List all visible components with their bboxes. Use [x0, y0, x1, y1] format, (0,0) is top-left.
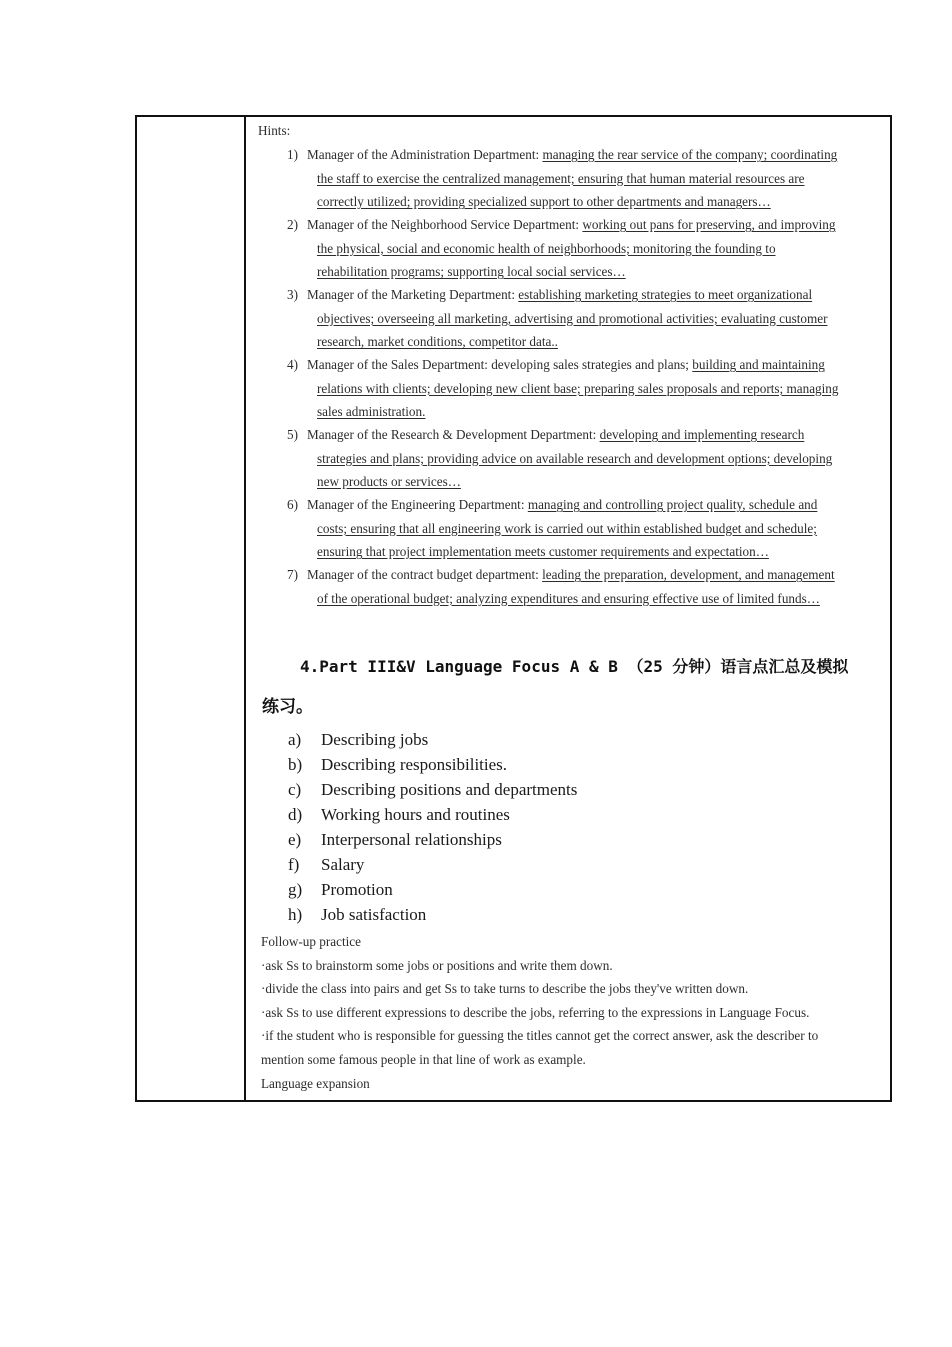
hint-line: [287, 307, 947, 331]
hint-number: 1): [287, 147, 298, 162]
hint-item: [287, 423, 947, 494]
followup-title: Follow-up practice: [261, 934, 361, 949]
focus-item-letter: d): [288, 805, 303, 824]
followup-line: mention some famous people in that line of work as example.: [261, 1052, 586, 1067]
hints-title: Hints:: [258, 123, 291, 138]
focus-item: [288, 755, 507, 775]
hint-number: 4): [287, 357, 298, 372]
hint-text: Manager of the Neighborhood Service Department:: [307, 217, 583, 232]
part4-heading: 4.Part III&V Language Focus A & B （25 分钟）语言点汇总及模拟: [300, 657, 849, 676]
focus-item-text: Interpersonal relationships: [321, 830, 502, 849]
followup-line: ·divide the class into pairs and get Ss to take turns to describe the jobs they've written down.: [261, 981, 749, 997]
focus-item: [288, 780, 577, 800]
hint-line: [287, 517, 947, 541]
hint-line: [287, 213, 947, 237]
hint-number: 7): [287, 567, 298, 582]
hint-text: Manager of the Engineering Department:: [307, 497, 528, 512]
hint-line: [287, 353, 947, 377]
part4-heading-continued: 练习。: [262, 697, 313, 717]
hint-item: [287, 353, 947, 424]
hint-underlined-text: managing the rear service of the company; coordinating: [542, 147, 838, 162]
language-expansion-title: Language expansion: [261, 1075, 370, 1091]
followup-line: ·if the student who is responsible for guessing the titles cannot get the correct answer, ask the describer to: [261, 1028, 819, 1044]
hint-underlined-text: costs; ensuring that all engineering work is carried out within established budget and schedule;: [317, 520, 817, 536]
focus-item-letter: e): [288, 830, 302, 849]
focus-item-text: Job satisfaction: [321, 905, 427, 924]
hint-line: [287, 167, 947, 191]
hint-item: [287, 563, 947, 610]
hint-text: Manager of the Sales Department: developing sales strategies and plans;: [307, 357, 693, 372]
followup-line: ·ask Ss to brainstorm some jobs or positions and write them down.: [261, 957, 613, 973]
hint-item: [287, 213, 947, 284]
hint-line: [287, 447, 947, 471]
hint-underlined-text: sales administration.: [317, 404, 426, 419]
hint-line: [287, 190, 947, 214]
hint-item: [287, 493, 947, 564]
focus-item-letter: h): [288, 905, 303, 924]
focus-item-letter: c): [288, 780, 302, 799]
hint-line: [287, 283, 947, 307]
hint-item: [287, 143, 947, 214]
hint-line: [287, 330, 947, 354]
hint-line: [287, 540, 947, 564]
hint-underlined-text: leading the preparation, development, and management: [542, 567, 835, 582]
focus-item: [288, 880, 393, 900]
hint-underlined-text: building and maintaining: [692, 357, 825, 372]
hint-line: [287, 377, 947, 401]
hint-underlined-text: managing and controlling project quality, schedule and: [527, 497, 818, 512]
hint-underlined-text: objectives; overseeing all marketing, advertising and promotional activities; evaluating customer: [317, 310, 828, 326]
hint-underlined-text: research, market conditions, competitor data..: [317, 334, 558, 349]
hint-number: 5): [287, 427, 298, 442]
hint-text: Manager of the contract budget department:: [307, 567, 543, 582]
hint-item: [287, 283, 947, 354]
focus-item-letter: f): [288, 855, 300, 874]
hint-number: 3): [287, 287, 298, 302]
hint-underlined-text: of the operational budget; analyzing expenditures and ensuring effective use of limited funds…: [317, 590, 820, 606]
focus-item-text: Describing positions and departments: [321, 780, 578, 799]
hint-line: [287, 237, 947, 261]
focus-item-text: Salary: [321, 855, 365, 874]
hint-line: [287, 470, 947, 494]
focus-item-letter: b): [288, 755, 303, 774]
hint-underlined-text: rehabilitation programs; supporting local social services…: [317, 264, 626, 279]
hint-line: [287, 563, 947, 587]
hint-number: 2): [287, 217, 298, 232]
followup-block: [250, 930, 952, 1095]
focus-item-text: Promotion: [321, 880, 393, 899]
hint-underlined-text: relations with clients; developing new client base; preparing sales proposals and reports; managing: [317, 380, 839, 396]
hint-line: [287, 423, 947, 447]
hint-line: [287, 260, 947, 284]
focus-item-text: Describing jobs: [321, 730, 429, 749]
hint-underlined-text: establishing marketing strategies to meet organizational: [518, 287, 813, 302]
focus-item-letter: a): [288, 730, 302, 749]
table-column-divider: [244, 115, 246, 1102]
hint-text: Manager of the Research & Development Department:: [307, 427, 600, 442]
hint-line: [287, 400, 947, 424]
focus-item-text: Working hours and routines: [321, 805, 510, 824]
hint-underlined-text: ensuring that project implementation meets customer requirements and expectation…: [317, 544, 769, 559]
hint-underlined-text: the physical, social and economic health of neighborhoods; monitoring the founding to: [317, 240, 776, 256]
hint-underlined-text: the staff to exercise the centralized management; ensuring that human material resources are: [317, 170, 805, 186]
hint-text: Manager of the Administration Department:: [307, 147, 543, 162]
hint-underlined-text: strategies and plans; providing advice on available research and development options; developing: [317, 450, 833, 466]
focus-item-letter: g): [288, 880, 303, 899]
hint-underlined-text: developing and implementing research: [599, 427, 805, 442]
hint-underlined-text: working out pans for preserving, and improving: [582, 217, 836, 232]
hints-block: [250, 117, 950, 612]
focus-item: [288, 805, 510, 825]
hint-line: [287, 493, 947, 517]
hint-underlined-text: correctly utilized; providing specialized support to other departments and managers…: [317, 194, 771, 209]
hint-line: [287, 587, 947, 611]
focus-item: [288, 905, 426, 925]
focus-item: [288, 855, 364, 875]
focus-item: [288, 830, 502, 850]
hint-text: Manager of the Marketing Department:: [307, 287, 519, 302]
focus-item-text: Describing responsibilities.: [321, 755, 508, 774]
followup-line: ·ask Ss to use different expressions to describe the jobs, referring to the expressions in Language Focus.: [261, 1004, 810, 1020]
hint-number: 6): [287, 497, 298, 512]
hint-line: [287, 143, 947, 167]
focus-item: [288, 730, 428, 750]
hint-underlined-text: new products or services…: [317, 474, 461, 489]
